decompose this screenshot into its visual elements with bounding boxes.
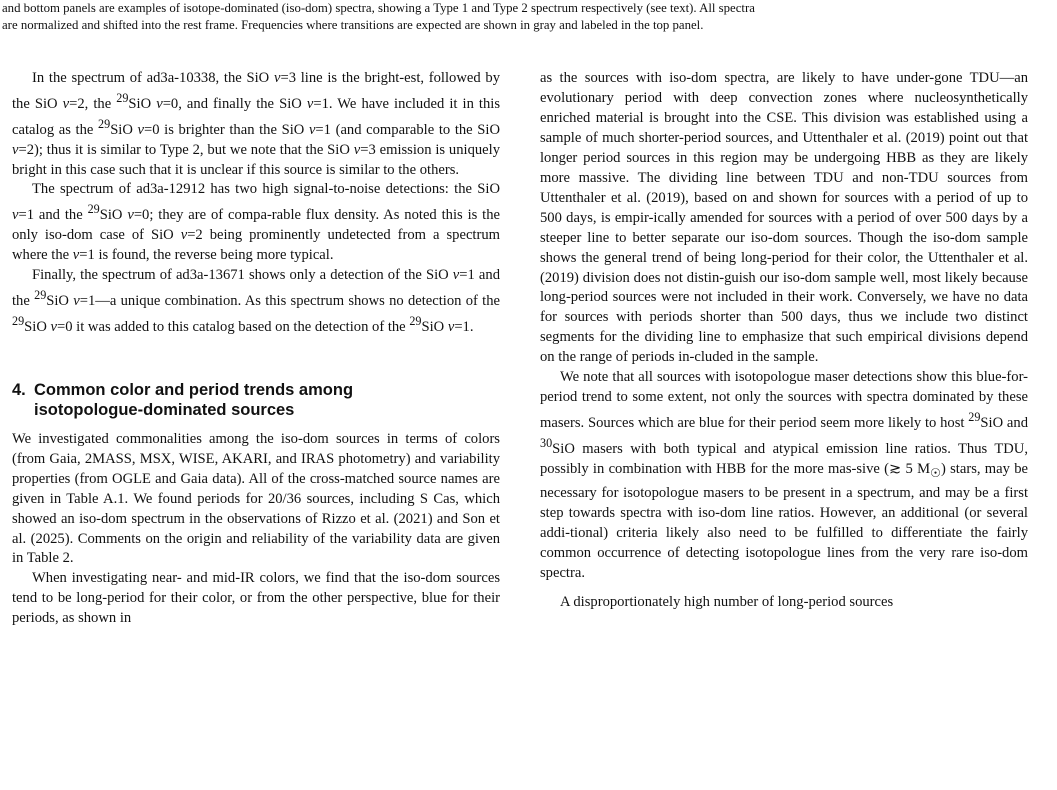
right-column: [540, 69, 1028, 613]
paragraph-long-period: A disproportionately high number of long-period sources: [560, 594, 894, 611]
figure-caption: [0, 0, 1052, 34]
paragraph-ad3a-13671: Finally, the spectrum of ad3a-13671 shows only a detection of the SiO v=1 and the $^{29}$SiO v=1—a unique combination. As this spectrum shows no detection of the $^{29}$SiO v=0 it was added to this catalog based on the detection of the $^{29}$SiO v=1.: [12, 267, 500, 335]
section-heading: [12, 380, 500, 420]
left-column: [12, 69, 500, 629]
caption-line-1: and bottom panels are examples of isotope-dominated (iso-dom) spectra, showing a Type 1 and Type 2 spectrum respectively (see text). All spectra: [2, 1, 755, 15]
paragraph-blue-for-period: We note that all sources with isotopologue maser detections show this blue-for-period trend to some extent, not only the sources with spectra dominated by these masers. Sources which are blue for their period seem more likely to host $^{29}$SiO and $^{30}$SiO masers with both typical and atypical emission line ratios. Thus TDU, possibly in combination with HBB for the more mas-sive (≳ 5 $M_☉$) stars, may be necessary for isotopologue masers to be present in a spectrum, and may be a first step towards spectra with iso-dom line ratios. However, an additional (or several addi-tional) criteria likely also need to be fulfilled to differentiate the fairly common occurrence of detecting isotopologue lines from the very rare iso-dom spectra.: [540, 369, 1028, 581]
caption-line-2: are normalized and shifted into the rest frame. Frequencies where transitions are expected are shown in gray and labeled in the top panel.: [2, 18, 704, 32]
section-number: 4.: [12, 380, 26, 399]
section-title-line-2: isotopologue-dominated sources: [34, 400, 295, 419]
paragraph-ad3a-10338: In the spectrum of ad3a-10338, the SiO v=3 line is the bright-est, followed by the SiO v=2, the $^{29}$SiO v=0, and finally the SiO v=1. We have included it in this catalog as the $^{29}$SiO v=0 is brighter than the SiO v=1 (and comparable to the SiO v=2); thus it is similar to Type 2, but we note that the SiO v=3 emission is uniquely bright in this case such that it is unclear if this source is similar to the others.: [12, 70, 501, 178]
paragraph-colors: When investigating near- and mid-IR colors, we find that the iso-dom sources tend to be long-period for their color, or from the other perspective, blue for their periods, as shown in: [12, 570, 500, 627]
section-title-line-1: Common color and period trends among: [34, 380, 354, 399]
paragraph-commonalities: We investigated commonalities among the iso-dom sources in terms of colors (from Gaia, 2MASS, MSX, WISE, AKARI, and IRAS photometry) and variability properties (from OGLE and Gaia data). All of the cross-matched source names are given in Table A.1. We found periods for 20/36 sources, including S Cas, which showed an iso-dom spectrum in the observations of Rizzo et al. (2021) and Son et al. (2025). Comments on the origin and reliability of the variability data are given in Table 2.: [12, 430, 500, 567]
paragraph-ad3a-12912: The spectrum of ad3a-12912 has two high signal-to-noise detections: the SiO v=1 and the $^{29}$SiO v=0; they are of compa-rable flux density. As noted this is the only iso-dom case of SiO v=2 being prominently undetected from a spectrum where the v=1 is found, the reverse being more typical.: [12, 181, 501, 264]
paragraph-tdu: as the sources with iso-dom spectra, are likely to have under-gone TDU—an evolutionary period with deep convection zones where nucleosynthetically enriched material is brought into the CSE. This division was established using a sample of much shorter-period sources, and Uttenthaler et al. (2019) point out that longer period sources in this region may be undergoing HBB as they are likely more massive. The dividing line between TDU and non-TDU sources from Uttenthaler et al. (2019), based on and shown for sources with a period of up to 500 days, is empir-ically amended for sources with a period of over 500 days by a steeper line to better separate our iso-dom sources. Though the iso-dom sample shows the general trend of being long-period for their color, the Uttenthaler et al. (2019) division does not distin-guish our iso-dom sample well, most likely because long-period sources were not included in their work. Conversely, we have no data for sources with periods shorter than 500 days, thus we include two distinct segments for the dividing line to emphasize that such empirical divisions depend on the range of periods in-cluded in the sample.: [540, 70, 1028, 366]
